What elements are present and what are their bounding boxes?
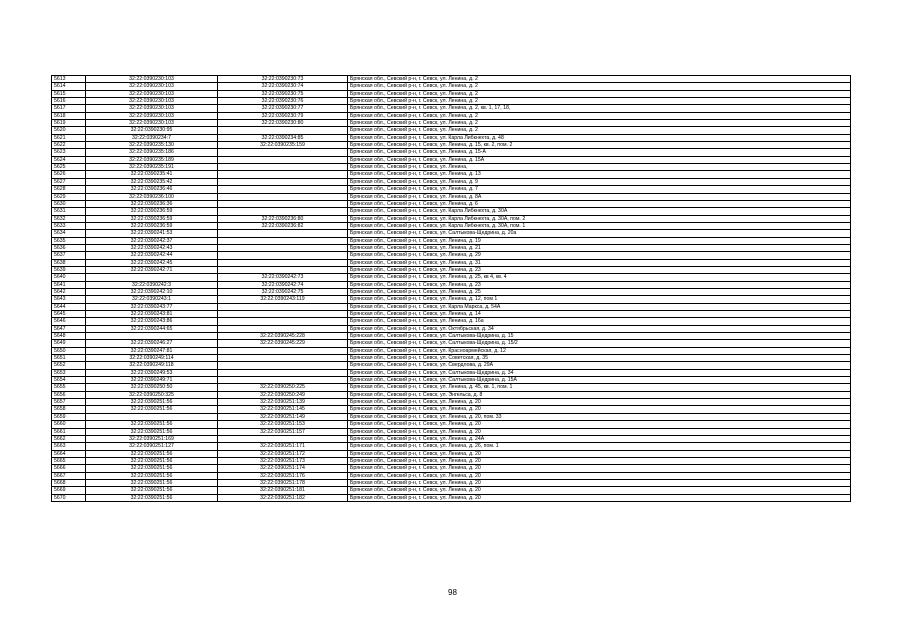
table-row (52, 347, 851, 354)
table-row (52, 164, 851, 171)
row-number-cell: 5643 (52, 296, 86, 303)
cadastral-number-cell: 32:22:0390241:53 (86, 230, 218, 237)
cadastral-number-cell: 32:22:0390235:41 (86, 171, 218, 178)
cadastral-number-cell (86, 274, 218, 281)
row-number-cell: 5626 (52, 171, 86, 178)
table-row (52, 421, 851, 428)
address-cell: Брянская обл., Севский р-н, г. Севск, ул. Карла Либкнехта, д. 30А, пом. 1 (348, 222, 851, 229)
row-number-cell: 5656 (52, 391, 86, 398)
address-cell: Брянская обл., Севский р-н, г. Севск, ул. Ленина, д. 12, пом 1 (348, 296, 851, 303)
address-cell: Брянская обл., Севский р-н, г. Севск, ул. Ленина, д. 14 (348, 311, 851, 318)
address-cell: Брянская обл., Севский р-н, г. Севск, ул. Ленина, д. 13 (348, 171, 851, 178)
cadastral-number-cell: 32:22:0390242:10 (86, 288, 218, 295)
cadastral-number-cell: 32:22:0390243:86 (86, 318, 218, 325)
row-number-cell: 5628 (52, 186, 86, 193)
table-row (52, 377, 851, 384)
cadastral-number-cell: 32:22:0390249:114 (86, 355, 218, 362)
cadastral-number-cell: 32:22:0390235:130 (86, 142, 218, 149)
cadastral-number-cell: 32:22:0390230:103 (86, 120, 218, 127)
table-row (52, 200, 851, 207)
row-number-cell: 5623 (52, 149, 86, 156)
table-row (52, 325, 851, 332)
row-number-cell: 5649 (52, 340, 86, 347)
row-number-cell: 5638 (52, 259, 86, 266)
cadastral-number-cell: 32:22:0390251:56 (86, 450, 218, 457)
table-row (52, 274, 851, 281)
cadastral-number-cell: 32:22:0390251:56 (86, 421, 218, 428)
cadastral-number-cell: 32:22:0390230:103 (86, 90, 218, 97)
table-row (52, 127, 851, 134)
address-cell: Брянская обл., Севский р-н, г. Севск, ул. Ленина, д. 45, кв. 1, пом. 1 (348, 384, 851, 391)
row-number-cell: 5645 (52, 311, 86, 318)
sub-object-number-cell: 32:22:0390230:74 (218, 83, 348, 90)
table-row (52, 149, 851, 156)
cadastral-number-cell: 32:22:0390243:77 (86, 303, 218, 310)
cadastral-number-cell: 32:22:0390244:65 (86, 325, 218, 332)
row-number-cell: 5639 (52, 266, 86, 273)
cadastral-number-cell: 32:22:0390236:59 (86, 222, 218, 229)
row-number-cell: 5629 (52, 193, 86, 200)
sub-object-number-cell: 32:22:0390251:182 (218, 494, 348, 501)
sub-object-number-cell (218, 311, 348, 318)
sub-object-number-cell (218, 325, 348, 332)
address-cell: Брянская обл., Севский р-н, г. Севск, ул. Свердлова, д. 29А (348, 362, 851, 369)
cadastral-number-cell: 32:22:0390230:103 (86, 83, 218, 90)
sub-object-number-cell (218, 149, 348, 156)
address-cell: Брянская обл., Севский р-н, г. Севск, ул. Салтыкова-Щедрина, д. 34 (348, 369, 851, 376)
cadastral-number-cell: 32:22:0390235:189 (86, 156, 218, 163)
sub-object-number-cell (218, 266, 348, 273)
cadastral-number-cell: 32:22:0390249:71 (86, 377, 218, 384)
sub-object-number-cell: 32:22:0390230:76 (218, 98, 348, 105)
table-row (52, 333, 851, 340)
table-row (52, 178, 851, 185)
table-row (52, 487, 851, 494)
sub-object-number-cell (218, 193, 348, 200)
table-row (52, 215, 851, 222)
sub-object-number-cell: 32:22:0390250:249 (218, 391, 348, 398)
row-number-cell: 5642 (52, 288, 86, 295)
table-row (52, 230, 851, 237)
table-row (52, 479, 851, 486)
row-number-cell: 5650 (52, 347, 86, 354)
table-row (52, 296, 851, 303)
sub-object-number-cell: 32:22:0390250:225 (218, 384, 348, 391)
cadastral-number-cell: 32:22:0390230:95 (86, 127, 218, 134)
address-cell: Брянская обл., Севский р-н, г. Севск, ул. Ленина, д. 2 (348, 83, 851, 90)
table-row (52, 465, 851, 472)
address-cell: Брянская обл., Севский р-н, г. Севск, ул. Ленина, д. 7 (348, 186, 851, 193)
table-row (52, 105, 851, 112)
address-cell: Брянская обл., Севский р-н, г. Севск, ул. Советская, д. 35 (348, 355, 851, 362)
table-row (52, 98, 851, 105)
sub-object-number-cell: 32:22:0390234:85 (218, 134, 348, 141)
address-cell: Брянская обл., Севский р-н, г. Севск, ул. Ленина, д. 20 (348, 465, 851, 472)
row-number-cell: 5622 (52, 142, 86, 149)
row-number-cell: 5667 (52, 472, 86, 479)
table-row (52, 443, 851, 450)
cadastral-number-cell: 32:22:0390251:56 (86, 428, 218, 435)
sub-object-number-cell: 32:22:0390251:178 (218, 479, 348, 486)
row-number-cell: 5633 (52, 222, 86, 229)
row-number-cell: 5613 (52, 76, 86, 83)
sub-object-number-cell (218, 369, 348, 376)
address-cell: Брянская обл., Севский р-н, г. Севск, ул. Ленина, д. 2 (348, 76, 851, 83)
row-number-cell: 5617 (52, 105, 86, 112)
address-cell: Брянская обл., Севский р-н, г. Севск, ул. Ленина, д. 2 (348, 90, 851, 97)
cadastral-number-cell: 32:22:0390251:56 (86, 399, 218, 406)
sub-object-number-cell: 32:22:0390236:80 (218, 215, 348, 222)
address-cell: Брянская обл., Севский р-н, г. Севск, ул. Ленина, д. 26, пом. 1 (348, 443, 851, 450)
row-number-cell: 5660 (52, 421, 86, 428)
row-number-cell: 5657 (52, 399, 86, 406)
table-row (52, 369, 851, 376)
cadastral-number-cell: 32:22:0390249:53 (86, 369, 218, 376)
sub-object-number-cell: 32:22:0390251:176 (218, 472, 348, 479)
cadastral-number-cell: 32:22:0390242:3 (86, 281, 218, 288)
table-row (52, 457, 851, 464)
row-number-cell: 5630 (52, 200, 86, 207)
sub-object-number-cell: 32:22:0390251:145 (218, 406, 348, 413)
sub-object-number-cell: 32:22:0390251:172 (218, 450, 348, 457)
sub-object-number-cell (218, 377, 348, 384)
row-number-cell: 5670 (52, 494, 86, 501)
address-cell: Брянская обл., Севский р-н, г. Севск, ул. Карла Либкнехта, д. 30А, пом. 2 (348, 215, 851, 222)
address-cell: Брянская обл., Севский р-н, г. Севск, ул. Карла Либкнехта, д. 30А (348, 208, 851, 215)
address-cell: Брянская обл., Севский р-н, г. Севск, ул. Красноармейская, д. 12 (348, 347, 851, 354)
table-row (52, 208, 851, 215)
address-cell: Брянская обл., Севский р-н, г. Севск, ул. Ленина, д. 29 (348, 252, 851, 259)
row-number-cell: 5634 (52, 230, 86, 237)
address-cell: Брянская обл., Севский р-н, г. Севск, ул. Ленина, д. 23 (348, 281, 851, 288)
sub-object-number-cell (218, 178, 348, 185)
address-cell: Брянская обл., Севский р-н, г. Севск, ул. Ленина, д. 19 (348, 237, 851, 244)
sub-object-number-cell (218, 208, 348, 215)
table-row (52, 266, 851, 273)
address-cell: Брянская обл., Севский р-н, г. Севск, ул. Салтыкова-Щедрина, д. 15/2 (348, 340, 851, 347)
cadastral-number-cell: 32:22:0390249:118 (86, 362, 218, 369)
address-cell: Брянская обл., Севский р-н, г. Севск, ул. Салтыкова-Щедрина, д. 20а (348, 230, 851, 237)
address-cell: Брянская обл., Севский р-н, г. Севск, ул. Ленина, д. 20 (348, 428, 851, 435)
table-row (52, 406, 851, 413)
row-number-cell: 5651 (52, 355, 86, 362)
address-cell: Брянская обл., Севский р-н, г. Севск, ул. Ленина, д. 2, кв. 1, 17, 18, (348, 105, 851, 112)
cadastral-number-cell: 32:22:0390236:59 (86, 215, 218, 222)
row-number-cell: 5641 (52, 281, 86, 288)
row-number-cell: 5627 (52, 178, 86, 185)
cadastral-number-cell: 32:22:0390251:56 (86, 465, 218, 472)
address-cell: Брянская обл., Севский р-н, г. Севск, ул. Ленина, д. 15А (348, 156, 851, 163)
table-row (52, 340, 851, 347)
address-cell: Брянская обл., Севский р-н, г. Севск, ул. Ленина, д. 2 (348, 120, 851, 127)
sub-object-number-cell: 32:22:0390251:174 (218, 465, 348, 472)
table-row (52, 259, 851, 266)
sub-object-number-cell (218, 127, 348, 134)
cadastral-number-cell: 32:22:0390242:43 (86, 244, 218, 251)
table-row (52, 112, 851, 119)
address-cell: Брянская обл., Севский р-н, г. Севск, ул. Ленина, д. 20 (348, 406, 851, 413)
address-cell: Брянская обл., Севский р-н, г. Севск, ул. Ленина, д. 20 (348, 450, 851, 457)
cadastral-number-cell: 32:22:0390250:50 (86, 384, 218, 391)
sub-object-number-cell: 32:22:0390245:229 (218, 340, 348, 347)
sub-object-number-cell (218, 156, 348, 163)
table-row (52, 362, 851, 369)
address-cell: Брянская обл., Севский р-н, г. Севск, ул. Ленина, д. 23 (348, 266, 851, 273)
table-row (52, 288, 851, 295)
cadastral-number-cell: 32:22:0390230:103 (86, 112, 218, 119)
sub-object-number-cell: 32:22:0390242:74 (218, 281, 348, 288)
cadastral-number-cell: 32:22:0390235:191 (86, 164, 218, 171)
address-cell: Брянская обл., Севский р-н, г. Севск, ул. Ленина, (348, 164, 851, 171)
sub-object-number-cell: 32:22:0390251:171 (218, 443, 348, 450)
row-number-cell: 5635 (52, 237, 86, 244)
row-number-cell: 5614 (52, 83, 86, 90)
sub-object-number-cell: 32:22:0390230:73 (218, 76, 348, 83)
table-row (52, 399, 851, 406)
sub-object-number-cell (218, 237, 348, 244)
sub-object-number-cell (218, 186, 348, 193)
row-number-cell: 5652 (52, 362, 86, 369)
address-cell: Брянская обл., Севский р-н, г. Севск, ул. Ленина, д. 9 (348, 178, 851, 185)
row-number-cell: 5625 (52, 164, 86, 171)
table-row (52, 193, 851, 200)
row-number-cell: 5616 (52, 98, 86, 105)
cadastral-number-cell: 32:22:0390230:103 (86, 105, 218, 112)
address-cell: Брянская обл., Севский р-н, г. Севск, ул. Ленина, д. 15, кв. 2, пом. 2 (348, 142, 851, 149)
cadastral-number-cell: 32:22:0390235:186 (86, 149, 218, 156)
cadastral-number-cell: 32:22:0390242:45 (86, 259, 218, 266)
row-number-cell: 5659 (52, 413, 86, 420)
sub-object-number-cell: 32:22:0390230:79 (218, 112, 348, 119)
cadastral-number-cell: 32:22:0390251:56 (86, 487, 218, 494)
sub-object-number-cell (218, 259, 348, 266)
row-number-cell: 5658 (52, 406, 86, 413)
address-cell: Брянская обл., Севский р-н, г. Севск, ул. Ленина, д. 20, пом. 33 (348, 413, 851, 420)
cadastral-number-cell: 32:22:0390251:127 (86, 443, 218, 450)
address-cell: Брянская обл., Севский р-н, г. Севск, ул. Карла Либкнехта, д. 48 (348, 134, 851, 141)
cadastral-number-cell (86, 413, 218, 420)
cadastral-number-cell: 32:22:0390243:81 (86, 311, 218, 318)
table-row (52, 303, 851, 310)
sub-object-number-cell: 32:22:0390251:157 (218, 428, 348, 435)
table-row (52, 237, 851, 244)
cadastral-number-cell: 32:22:0390251:56 (86, 472, 218, 479)
sub-object-number-cell (218, 164, 348, 171)
table-row (52, 244, 851, 251)
cadastral-number-cell: 32:22:0390246:27 (86, 340, 218, 347)
page-number: 98 (448, 588, 457, 597)
sub-object-number-cell (218, 200, 348, 207)
cadastral-number-cell: 32:22:0390236:59 (86, 208, 218, 215)
sub-object-number-cell: 32:22:0390230:80 (218, 120, 348, 127)
cadastral-number-cell: 32:22:0390236:100 (86, 193, 218, 200)
row-number-cell: 5631 (52, 208, 86, 215)
address-cell: Брянская обл., Севский р-н, г. Севск, ул. Ленина, д. 2 (348, 98, 851, 105)
address-cell: Брянская обл., Севский р-н, г. Севск, ул. Ленина, д. 25, кв 4, кв. 4 (348, 274, 851, 281)
table-row (52, 472, 851, 479)
sub-object-number-cell (218, 303, 348, 310)
sub-object-number-cell: 32:22:0390245:228 (218, 333, 348, 340)
cadastral-number-cell: 32:22:0390251:56 (86, 479, 218, 486)
table-row (52, 171, 851, 178)
table-row (52, 76, 851, 83)
table-row (52, 318, 851, 325)
address-cell: Брянская обл., Севский р-н, г. Севск, ул. Энгельса, д. 8 (348, 391, 851, 398)
table-row (52, 83, 851, 90)
row-number-cell: 5665 (52, 457, 86, 464)
row-number-cell: 5618 (52, 112, 86, 119)
row-number-cell: 5647 (52, 325, 86, 332)
row-number-cell: 5621 (52, 134, 86, 141)
sub-object-number-cell: 32:22:0390235:159 (218, 142, 348, 149)
cadastral-number-cell: 32:22:0390242:37 (86, 237, 218, 244)
sub-object-number-cell: 32:22:0390251:153 (218, 421, 348, 428)
cadastral-number-cell (86, 333, 218, 340)
address-cell: Брянская обл., Севский р-н, г. Севск, ул. Ленина, д. 25 (348, 288, 851, 295)
sub-object-number-cell: 32:22:0390251:173 (218, 457, 348, 464)
table-row (52, 450, 851, 457)
address-cell: Брянская обл., Севский р-н, г. Севск, ул. Салтыкова-Щедрина, д. 15А (348, 377, 851, 384)
row-number-cell: 5655 (52, 384, 86, 391)
table-row (52, 142, 851, 149)
row-number-cell: 5664 (52, 450, 86, 457)
table-row (52, 355, 851, 362)
row-number-cell: 5644 (52, 303, 86, 310)
address-cell: Брянская обл., Севский р-н, г. Севск, ул. Салтыкова-Щедрина, д. 15 (348, 333, 851, 340)
row-number-cell: 5624 (52, 156, 86, 163)
row-number-cell: 5620 (52, 127, 86, 134)
cadastral-number-cell: 32:22:0390247:81 (86, 347, 218, 354)
sub-object-number-cell: 32:22:0390230:75 (218, 90, 348, 97)
address-cell: Брянская обл., Севский р-н, г. Севск, ул. Ленина, д. 2 (348, 112, 851, 119)
row-number-cell: 5661 (52, 428, 86, 435)
sub-object-number-cell: 32:22:0390251:139 (218, 399, 348, 406)
sub-object-number-cell (218, 171, 348, 178)
address-cell: Брянская обл., Севский р-н, г. Севск, ул. Ленина, д. 31 (348, 259, 851, 266)
table-row (52, 413, 851, 420)
address-cell: Брянская обл., Севский р-н, г. Севск, ул. Ленина, д. 20 (348, 399, 851, 406)
table-row (52, 384, 851, 391)
row-number-cell: 5637 (52, 252, 86, 259)
address-cell: Брянская обл., Севский р-н, г. Севск, ул. Октябрьская, д. 34 (348, 325, 851, 332)
sub-object-number-cell (218, 355, 348, 362)
cadastral-number-cell: 32:22:0390242:44 (86, 252, 218, 259)
address-cell: Брянская обл., Севский р-н, г. Севск, ул. Ленина, д. 16а (348, 318, 851, 325)
address-cell: Брянская обл., Севский р-н, г. Севск, ул. Ленина, д. 20 (348, 421, 851, 428)
cadastral-number-cell: 32:22:0390242:71 (86, 266, 218, 273)
row-number-cell: 5653 (52, 369, 86, 376)
table-row (52, 90, 851, 97)
address-cell: Брянская обл., Севский р-н, г. Севск, ул. Ленина, д. 20 (348, 494, 851, 501)
address-cell: Брянская обл., Севский р-н, г. Севск, ул. Ленина, д. 24А (348, 435, 851, 442)
address-cell: Брянская обл., Севский р-н, г. Севск, ул. Ленина, д. 15-А (348, 149, 851, 156)
address-cell: Брянская обл., Севский р-н, г. Севск, ул. Ленина, д. 8А (348, 193, 851, 200)
table-row (52, 391, 851, 398)
row-number-cell: 5666 (52, 465, 86, 472)
address-cell: Брянская обл., Севский р-н, г. Севск, ул. Ленина, д. 21 (348, 244, 851, 251)
table-row (52, 494, 851, 501)
table-row (52, 186, 851, 193)
cadastral-number-cell: 32:22:0390243:1 (86, 296, 218, 303)
table-row (52, 311, 851, 318)
sub-object-number-cell: 32:22:0390236:82 (218, 222, 348, 229)
sub-object-number-cell (218, 347, 348, 354)
address-cell: Брянская обл., Севский р-н, г. Севск, ул. Ленина, д. 20 (348, 487, 851, 494)
row-number-cell: 5615 (52, 90, 86, 97)
address-cell: Брянская обл., Севский р-н, г. Севск, ул. Ленина, д. 6 (348, 200, 851, 207)
row-number-cell: 5669 (52, 487, 86, 494)
sub-object-number-cell: 32:22:0390251:181 (218, 487, 348, 494)
address-cell: Брянская обл., Севский р-н, г. Севск, ул. Ленина, д. 20 (348, 472, 851, 479)
table-row (52, 222, 851, 229)
table-row (52, 156, 851, 163)
sub-object-number-cell: 32:22:0390242:75 (218, 288, 348, 295)
row-number-cell: 5619 (52, 120, 86, 127)
address-cell: Брянская обл., Севский р-н, г. Севск, ул. Ленина, д. 20 (348, 457, 851, 464)
row-number-cell: 5636 (52, 244, 86, 251)
row-number-cell: 5662 (52, 435, 86, 442)
cadastral-number-cell: 32:22:0390251:56 (86, 457, 218, 464)
cadastral-number-cell: 32:22:0390250:325 (86, 391, 218, 398)
registry-table (51, 75, 851, 502)
cadastral-number-cell: 32:22:0390230:103 (86, 76, 218, 83)
sub-object-number-cell: 32:22:0390243:119 (218, 296, 348, 303)
sub-object-number-cell: 32:22:0390242:73 (218, 274, 348, 281)
table-row (52, 428, 851, 435)
address-cell: Брянская обл., Севский р-н, г. Севск, ул. Ленина, д. 20 (348, 479, 851, 486)
sub-object-number-cell (218, 252, 348, 259)
table-row (52, 435, 851, 442)
sub-object-number-cell (218, 230, 348, 237)
cadastral-number-cell: 32:22:0390251:56 (86, 494, 218, 501)
row-number-cell: 5654 (52, 377, 86, 384)
row-number-cell: 5632 (52, 215, 86, 222)
table-row (52, 134, 851, 141)
cadastral-number-cell: 32:22:0390234:7 (86, 134, 218, 141)
row-number-cell: 5663 (52, 443, 86, 450)
address-cell: Брянская обл., Севский р-н, г. Севск, ул. Карла Маркса, д. 54А (348, 303, 851, 310)
cadastral-number-cell: 32:22:0390236:46 (86, 186, 218, 193)
registry-table-body (52, 76, 851, 502)
sub-object-number-cell: 32:22:0390230:77 (218, 105, 348, 112)
row-number-cell: 5646 (52, 318, 86, 325)
address-cell: Брянская обл., Севский р-н, г. Севск, ул. Ленина, д. 2 (348, 127, 851, 134)
table-row (52, 281, 851, 288)
row-number-cell: 5668 (52, 479, 86, 486)
cadastral-number-cell: 32:22:0390251:56 (86, 406, 218, 413)
cadastral-number-cell: 32:22:0390235:42 (86, 178, 218, 185)
table-row (52, 252, 851, 259)
cadastral-number-cell: 32:22:0390236:36 (86, 200, 218, 207)
row-number-cell: 5640 (52, 274, 86, 281)
sub-object-number-cell: 32:22:0390251:149 (218, 413, 348, 420)
row-number-cell: 5648 (52, 333, 86, 340)
sub-object-number-cell (218, 362, 348, 369)
cadastral-number-cell: 32:22:0390251:169 (86, 435, 218, 442)
table-row (52, 120, 851, 127)
sub-object-number-cell (218, 435, 348, 442)
cadastral-number-cell: 32:22:0390230:103 (86, 98, 218, 105)
sub-object-number-cell (218, 318, 348, 325)
sub-object-number-cell (218, 244, 348, 251)
